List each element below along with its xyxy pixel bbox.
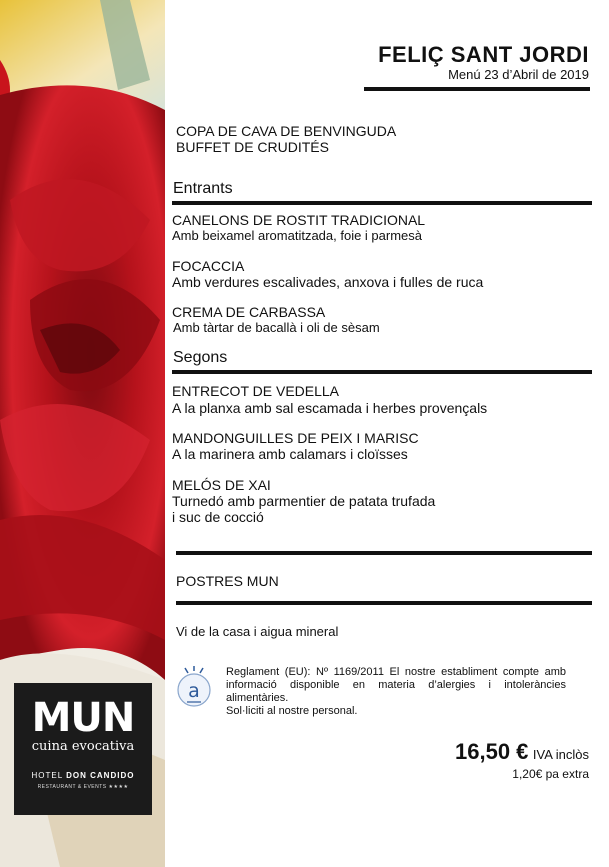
price-block [455, 739, 589, 765]
segons-heading: Segons [173, 349, 228, 366]
segons-rule [172, 370, 592, 374]
entrants-heading: Entrants [173, 180, 233, 197]
menu-title: FELIÇ SANT JORDI [378, 42, 589, 67]
logo-hotel-prefix: HOTEL [31, 771, 63, 780]
logo-hotel [14, 771, 152, 781]
dish-name: MANDONGUILLES DE PEIX I MARISC [172, 430, 419, 446]
dish-desc: A la planxa amb sal escamada i herbes provençals [172, 400, 488, 416]
dish-desc: Amb verdures escalivades, anxova i fulles de ruca [172, 274, 484, 290]
dish-desc: Amb tàrtar de bacallà i oli de sèsam [173, 320, 380, 335]
header-rule [364, 87, 590, 91]
dish-name: CREMA DE CARBASSA [172, 304, 326, 320]
dish-name: ENTRECOT DE VEDELLA [172, 383, 340, 399]
mun-logo [14, 683, 152, 815]
allergen-info-icon [175, 664, 213, 708]
price-amount: 16,50 € [455, 739, 529, 764]
logo-sub: RESTAURANT & EVENTS ★★★★ [37, 784, 129, 790]
welcome-line-1: COPA DE CAVA DE BENVINGUDA [176, 123, 397, 139]
dish-desc: A la marinera amb calamars i cloïsses [172, 446, 408, 462]
bread-extra: 1,20€ pa extra [512, 767, 589, 781]
dish-name: CANELONS DE ROSTIT TRADICIONAL [172, 212, 426, 228]
svg-text:a: a [188, 680, 200, 702]
dessert-label: POSTRES MUN [176, 573, 279, 589]
dish-desc: Turnedó amb parmentier de patata trufada [172, 493, 436, 509]
dish-desc-continued: i suc de cocció [172, 509, 264, 525]
dish-name: FOCACCIA [172, 258, 245, 274]
dessert-rule-bottom [176, 601, 592, 605]
allergy-text: Reglament (EU): Nº 1169/2011 El nostre establiment compte amb informació disponible en materia d’alergies i intoleràncies alimentàries. [226, 666, 566, 704]
price-vat: IVA inclòs [532, 747, 589, 762]
dessert-rule-top [176, 551, 592, 555]
drinks-line: Vi de la casa i aigua mineral [176, 624, 339, 639]
dish-desc: Amb beixamel aromatitzada, foie i parmesà [172, 228, 423, 243]
entrants-rule [172, 201, 592, 205]
menu-date: Menú 23 d’Abril de 2019 [448, 67, 589, 82]
logo-brand: MUN [31, 695, 135, 741]
dish-name: MELÓS DE XAI [172, 477, 271, 493]
welcome-line-2: BUFFET DE CRUDITÉS [176, 139, 329, 155]
allergy-text-2: Sol·liciti al nostre personal. [226, 705, 358, 717]
logo-hotel-name: DON CANDIDO [66, 771, 135, 780]
logo-tagline: cuina evocativa [31, 739, 135, 754]
allergy-notice [226, 666, 566, 718]
